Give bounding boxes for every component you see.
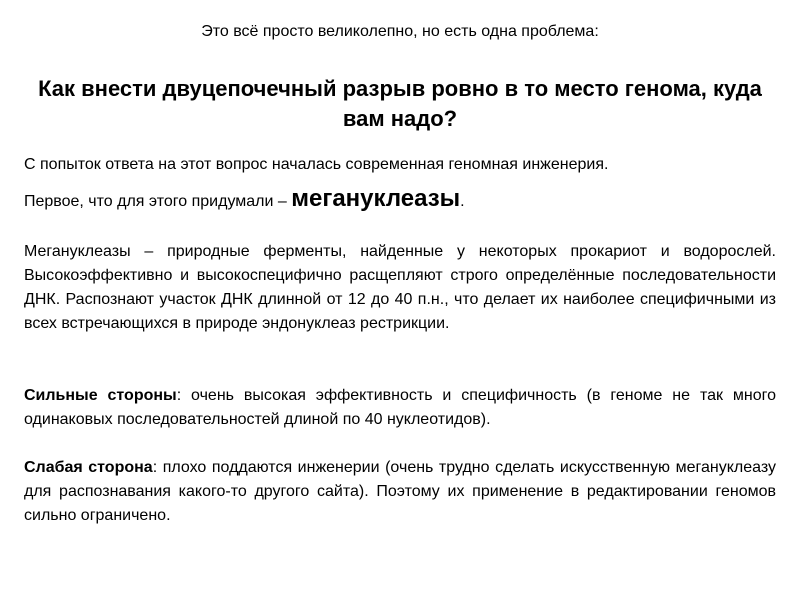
strengths-label: Сильные стороны	[24, 387, 177, 404]
meganucleases-term: мегануклеазы	[291, 185, 461, 212]
question-heading: Как внести двуцепочечный разрыв ровно в то место генома, куда вам надо?	[38, 76, 762, 131]
history-line: С попыток ответа на этот вопрос началась современная геномная инженерия.	[24, 156, 609, 173]
meganucleases-paragraph: Мегануклеазы – природные ферменты, найденные у некоторых прокариот и водорослей. Высокоэффективно и высокоспецифично расщепляют строго определённые последовательности ДНК. Распознают участок ДНК длинной от 12 до 40 п.н., что делает их наиболее специфичными из всех встречающихся в природе эндонуклеаз рестрикции.	[24, 243, 776, 332]
weakness-paragraph	[24, 456, 776, 528]
weakness-text: : плохо поддаются инженерии (очень трудно сделать искусственную мегануклеазу для распознавания какого-то другого сайта). Поэтому их применение в редактировании геномов сильно ограничено.	[24, 459, 776, 524]
first-solution-suffix: .	[460, 193, 465, 210]
strengths-paragraph	[24, 384, 776, 432]
intro-text: Это всё просто великолепно, но есть одна проблема:	[201, 23, 599, 40]
first-solution-line	[24, 186, 776, 215]
strengths-text: : очень высокая эффективность и специфичность (в геноме не так много одинаковых последовательностей длиной по 40 нуклеотидов).	[24, 387, 777, 428]
first-solution-prefix: Первое, что для этого придумали –	[24, 193, 292, 210]
weakness-label: Слабая сторона	[24, 459, 153, 476]
